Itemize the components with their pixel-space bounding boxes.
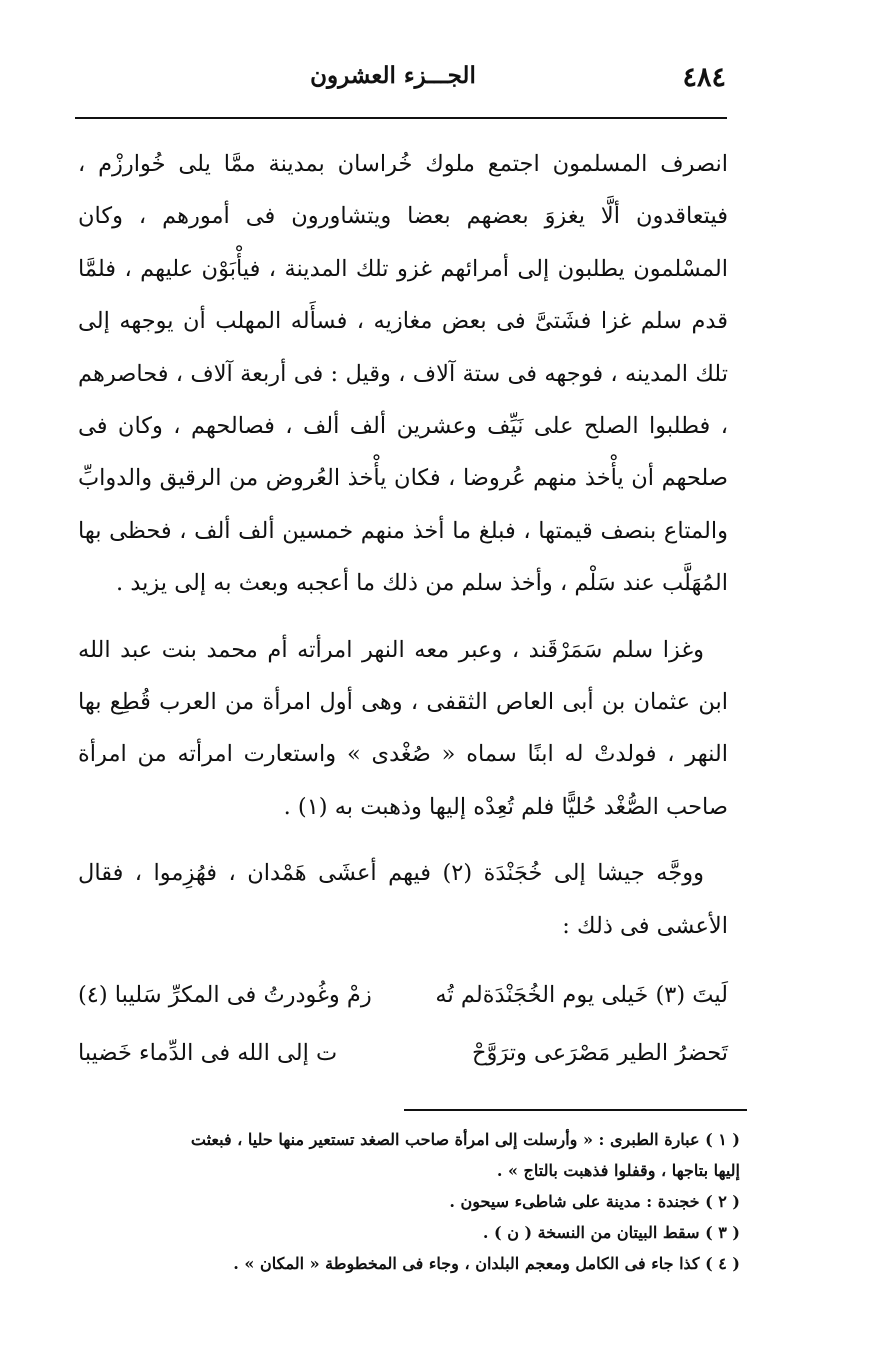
verse-first-hemistich: لَيتَ (٣) خَيلى يوم الخُجَنْدَةلم تُه (435, 982, 728, 1008)
header-rule (75, 117, 727, 119)
verse-line (78, 966, 728, 1024)
footnote-continuation: إليها بتاجها ، وقفلوا فذهبت بالتاج » . (496, 1161, 740, 1180)
footnote: ( ٢ ) خجندة : مدينة على شاطىء سيحون . (449, 1192, 740, 1211)
footnotes (140, 1124, 740, 1279)
paragraph: انصرف المسلمون اجتمع ملوك خُراسان بمدينة ممَّا يلى خُوارزْم ، فيتعاقدون ألَّا يغزوَ بعضهم بعضا ويتشاورون فى أمورهم ، وكان المسْلمون يطلبون إلى أمرائهم غزو تلك المدينة ، فيأْبَوْن عليهم ، فلمَّا قدم سلم غزا فشَتىَّ فى بعض مغازيه ، فسأَله المهلب أن يوجهه إلى تلك المدينه ، فوجهه فى ستة آلاف ، وقيل : فى أربعة آلاف ، فحاصرهم ، فطلبوا الصلح على نَيِّف وعشرين ألف ألف ، فصالحهم ، وكان فى صلحهم أن يأْخذ منهم عُروضا ، فكان يأْخذ العُروض من الرقيق والدوابِّ والمتاع بنصف قيمتها ، فبلغ ما أخذ منهم خمسين ألف ألف ، فحظى بها المُهَلَّب عند سَلْم ، وأخذ سلم من ذلك ما أعجبه وبعث به إلى يزيد . (78, 151, 728, 597)
paragraph: وغزا سلم سَمَرْقَند ، وعبر معه النهر امرأته أم محمد بنت عبد الله ابن عثمان بن أبى العاص الثقفى ، وهى أول امرأة من العرب قُطِع بها النهر ، فولدتْ له ابنًا سماه « صُغْدى » واستعارت امرأته من امرأة صاحب الصُّغْد حُليًّا فلم تُعِدْه إليها وذهبت به (١) . (78, 636, 728, 820)
verse-second-hemistich: زمْ وغُودرتُ فى المكرِّ سَليبا (٤) (78, 982, 372, 1008)
poem (78, 966, 728, 1082)
body-text (78, 138, 728, 952)
running-head (90, 62, 726, 102)
page-number: ٤٨٤ (682, 62, 726, 93)
verse-second-hemistich: ت إلى الله فى الدِّماء خَضيبا (78, 1040, 338, 1066)
verse-first-hemistich: تَحضرُ الطير مَصْرَعى وترَوَّحْ (471, 1040, 728, 1066)
running-title: الجـــزء العشرون (310, 62, 476, 89)
footnote: ( ٤ ) كذا جاء فى الكامل ومعجم البلدان ، وجاء فى المخطوطة « المكان » . (233, 1254, 740, 1273)
footnote: ( ٣ ) سقط البيتان من النسخة ( ن ) . (482, 1223, 740, 1242)
verse-line (78, 1024, 728, 1082)
paragraph: ووجَّه جيشا إلى خُجَنْدَة (٢) فيهم أعشَى هَمْدان ، فهُزِموا ، فقال الأعشى فى ذلك : (78, 860, 728, 939)
footnote: ( ١ ) عبارة الطبرى : « وأرسلت إلى امرأة صاحب الصغد تستعير منها حليا ، فبعثت (190, 1130, 740, 1149)
footnote-rule (404, 1109, 747, 1111)
